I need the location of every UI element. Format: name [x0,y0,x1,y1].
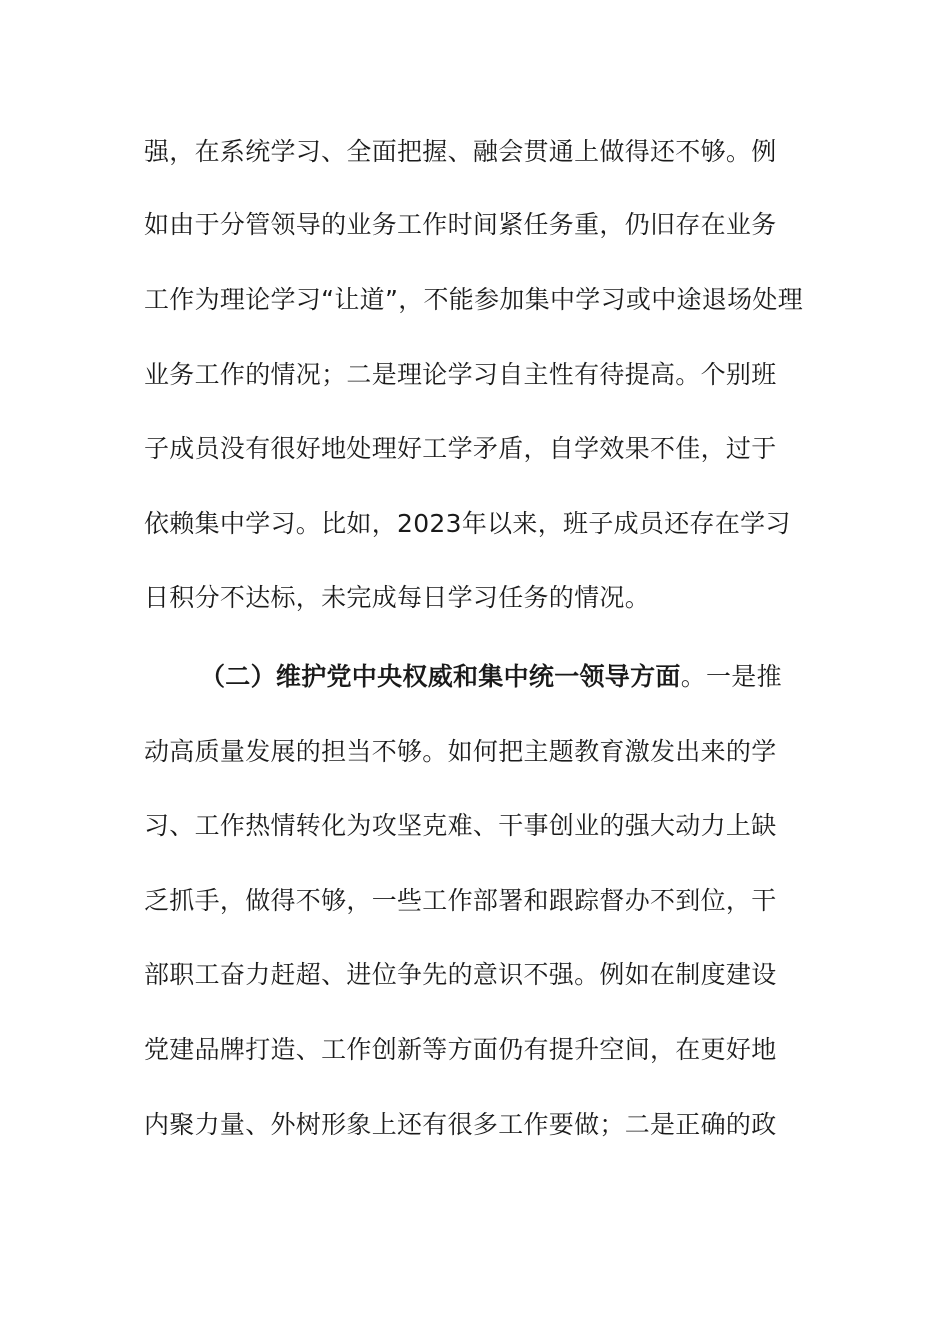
text-line: 工作为理论学习“让道”，不能参加集中学习或中途退场处理 [144,285,804,314]
text-line: 内聚力量、外树形象上还有很多工作要做；二是正确的政 [144,1110,777,1139]
text-line: 动高质量发展的担当不够。如何把主题教育激发出来的学 [144,737,777,766]
text-line: 乏抓手，做得不够，一些工作部署和跟踪督办不到位，干 [144,886,777,915]
section-heading-line [200,657,808,697]
text-line: 习、工作热情转化为攻坚克难、干事创业的强大动力上缺 [144,811,777,840]
text-line: 依赖集中学习。比如，2023年以来，班子成员还存在学习 [144,509,791,538]
text-line: 子成员没有很好地处理好工学矛盾，自学效果不佳，过于 [144,434,777,463]
section-heading: （二）维护党中央权威和集中统一领导方面 [200,662,681,691]
text-line: 部职工奋力赶超、进位争先的意识不强。例如在制度建设 [144,960,777,989]
text-line: 如由于分管领导的业务工作时间紧任务重，仍旧存在业务 [144,210,777,239]
text-line: 业务工作的情况；二是理论学习自主性有待提高。个别班 [144,360,777,389]
text-line: 党建品牌打造、工作创新等方面仍有提升空间，在更好地 [144,1035,777,1064]
text-line: 日积分不达标，未完成每日学习任务的情况。 [144,583,651,612]
section-heading-continuation: 。一是推 [680,662,782,691]
text-line: 强，在系统学习、全面把握、融会贯通上做得还不够。例 [144,137,777,166]
